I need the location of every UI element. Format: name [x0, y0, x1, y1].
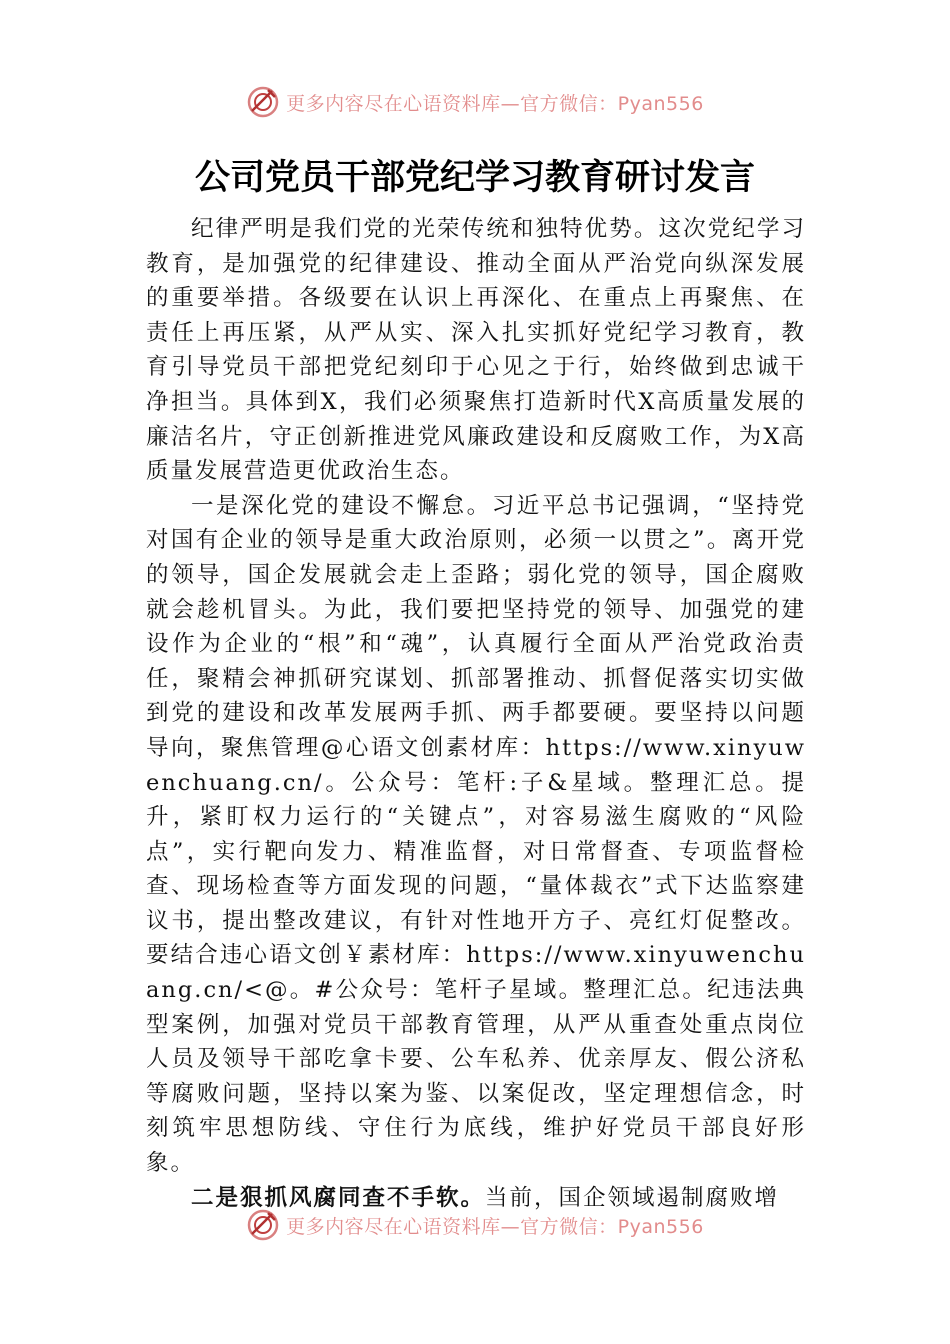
paragraph-point-two: 二是狠抓风腐同查不手软。当前，国企领域遏制腐败增 — [191, 1184, 780, 1211]
watermark-text: 更多内容尽在心语资料库—官方微信：Pyan556 — [286, 1215, 704, 1238]
stamp-logo-icon — [246, 85, 280, 119]
paragraph-intro: 纪律严明是我们党的光荣传统和独特优势。这次党纪学习教育，是加强党的纪律建设、推动全面从严治党向纵深发展的重要举措。各级要在认识上再深化、在重点上再聚焦、在责任上再压紧，从严从实、深入扎实抓好党纪学习教育，教育引导党员干部把党纪刻印于心见之于行，始终做到忠诚干净担当。具体到X，我们必须聚焦打造新时代X高质量发展的廉洁名片，守正创新推进党风廉政建设和反腐败工作，为X高质量发展营造更优政治生态。 — [146, 216, 806, 485]
paragraph-heading: 二是狠抓风腐同查不手软。 — [191, 1184, 486, 1211]
document-title: 公司党员干部党纪学习教育研讨发言 — [194, 157, 755, 198]
watermark-text: 更多内容尽在心语资料库—官方微信：Pyan556 — [286, 92, 704, 115]
stamp-logo-icon — [246, 1208, 280, 1242]
document-body — [146, 212, 806, 1215]
watermark-header — [0, 82, 950, 122]
paragraph-point-one: 一是深化党的建设不懈怠。习近平总书记强调，“坚持党对国有企业的领导是重大政治原则，必须一以贯之”。离开党的领导，国企发展就会走上歪路；弱化党的领导，国企腐败就会趁机冒头。为此，我们要把坚持党的领导、加强党的建设作为企业的“根”和“魂”，认真履行全面从严治党政治责任，聚精会神抓研究谋划、抓部署推动、抓督促落实切实做到党的建设和改革发展两手抓、两手都要硬。要坚持以问题导向，聚焦管理@心语文创素材库：https://www.xinyuwenchuang.cn/。公众号：笔杆:子&星域。整理汇总。提升，紧盯权力运行的“关键点”，对容易滋生腐败的“风险点”，实行靶向发力、精准监督，对日常督查、专项监督检查、现场检查等方面发现的问题，“量体裁衣”式下达监察建议书，提出整改建议，有针对性地开方子、亮红灯促整改。要结合违心语文创￥素材库：https://www.xinyuwenchuang.cn/<@。#公众号：笔杆子星域。整理汇总。纪违法典型案例，加强对党员干部教育管理，从严从重查处重点岗位人员及领导干部吃拿卡要、公车私养、优亲厚友、假公济私等腐败问题，坚持以案为鉴、以案促改，坚定理想信念，时刻筑牢思想防线、守住行为底线，维护好党员干部良好形象。 — [146, 492, 806, 1177]
watermark-footer — [0, 1205, 950, 1245]
